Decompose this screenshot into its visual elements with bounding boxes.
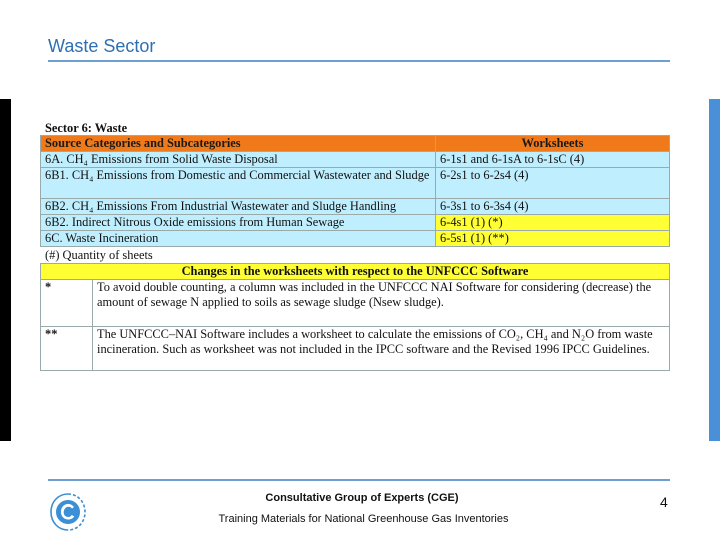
footer-subtitle: Training Materials for National Greenhouse Gas Inventories	[218, 513, 509, 525]
table-header-row	[41, 136, 670, 152]
sector-heading: Sector 6: Waste	[45, 121, 128, 135]
row-worksheets: 6-4s1 (1) (*)	[436, 215, 670, 231]
note-text: To avoid double counting, a column was included in the UNFCCC NAI Software for considering (decrease) the amount of sewage N applied to soils as sewage sludge (Nsew sludge).	[93, 280, 670, 327]
table-row	[41, 199, 670, 215]
row-worksheets: 6-1s1 and 6-1sA to 6-1sC (4)	[436, 152, 670, 168]
row-worksheets: 6-2s1 to 6-2s4 (4)	[436, 168, 670, 199]
row-category: 6B2. Indirect Nitrous Oxide emissions from Human Sewage	[41, 215, 436, 231]
table-row	[41, 215, 670, 231]
changes-title: Changes in the worksheets with respect to the UNFCCC Software	[41, 264, 670, 280]
page-number: 4	[660, 494, 668, 510]
source-categories-table	[40, 135, 670, 247]
row-worksheets: 6-5s1 (1) (**)	[436, 231, 670, 247]
note-row	[41, 327, 670, 371]
note-symbol: *	[41, 280, 93, 327]
changes-title-row	[41, 264, 670, 280]
note-row	[41, 280, 670, 327]
slide-title: Waste Sector	[48, 36, 156, 56]
footer-organization: Consultative Group of Experts (CGE)	[265, 492, 459, 504]
table-row	[41, 231, 670, 247]
table-row	[41, 152, 670, 168]
row-category: 6B2. CH₄ Emissions From Industrial Wastewater and Sludge Handling	[41, 199, 436, 215]
right-frame-bar	[709, 99, 720, 441]
note-text: The UNFCCC–NAI Software includes a worksheet to calculate the emissions of CO₂, CH₄ and N₂O from waste incineration. Such as worksheet was not included in the IPCC software and the Revised 1996 IPCC Guidelines.	[93, 327, 670, 371]
row-category: 6C. Waste Incineration	[41, 231, 436, 247]
row-worksheets: 6-3s1 to 6-3s4 (4)	[436, 199, 670, 215]
note-symbol: **	[41, 327, 93, 371]
quantity-note: (#) Quantity of sheets	[40, 247, 669, 263]
worksheet-table-image	[40, 121, 669, 373]
table-row	[41, 168, 670, 199]
col-header-categories: Source Categories and Subcategories	[41, 136, 436, 152]
title-rule	[48, 60, 670, 62]
col-header-worksheets: Worksheets	[436, 136, 670, 152]
footer-rule	[48, 479, 670, 481]
row-category: 6B1. CH₄ Emissions from Domestic and Commercial Wastewater and Sludge	[41, 168, 436, 199]
left-frame-bar	[0, 99, 11, 441]
changes-table	[40, 263, 670, 371]
unfccc-logo-icon	[46, 490, 90, 534]
row-category: 6A. CH₄ Emissions from Solid Waste Disposal	[41, 152, 436, 168]
